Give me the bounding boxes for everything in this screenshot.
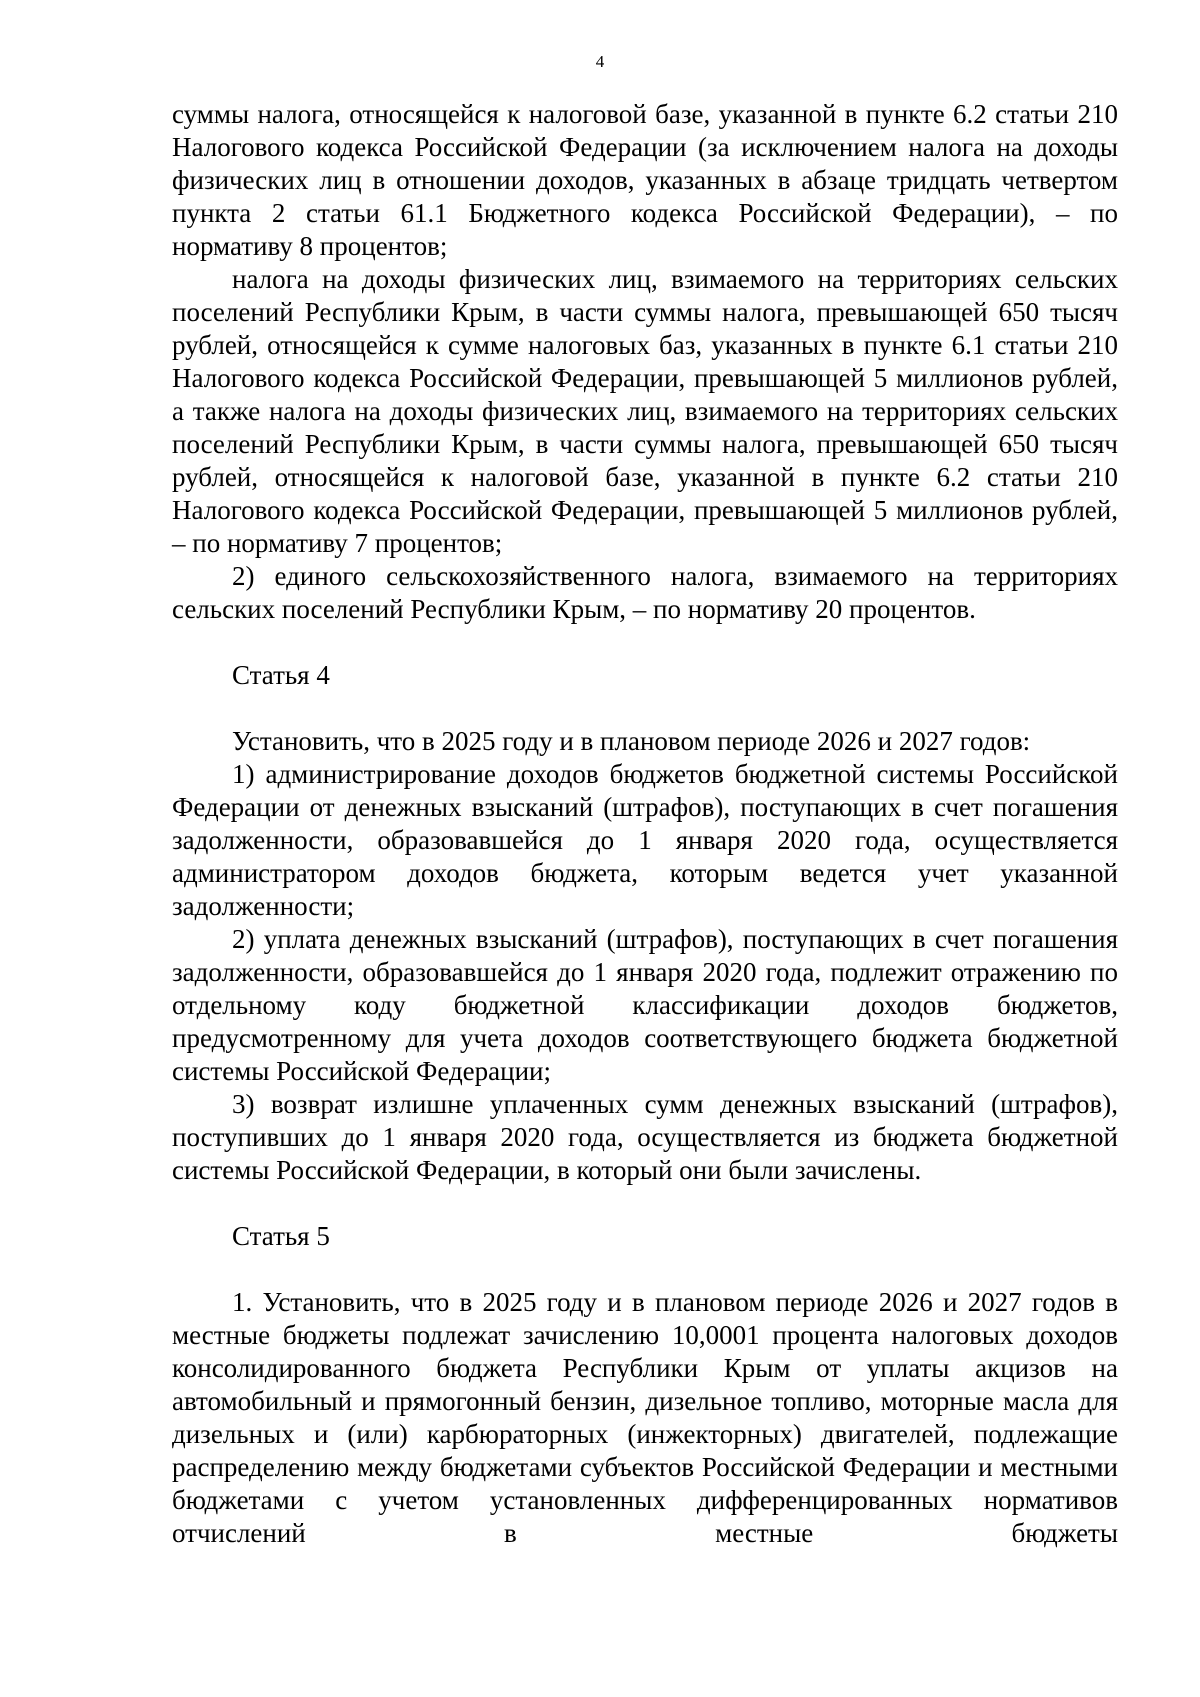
article-5-item-1: 1. Установить, что в 2025 году и в плановом периоде 2026 и 2027 годов в местные бюджеты подлежат зачислению 10,0001 процента налоговых доходов консолидированного бюджета Республики Крым от уплаты акцизов на автомобильный и прямогонный бензин, дизельное топливо, моторные масла для дизельных и (или) карбюраторных (инжекторных) двигателей, подлежащие распределению между бюджетами субъектов Российской Федерации и местными бюджетами с учетом установленных дифференцированных нормативов отчислений в местные бюджеты: [172, 1287, 1118, 1548]
page-number: 4: [595, 52, 605, 71]
article-4-item-2: 2) уплата денежных взысканий (штрафов), поступающих в счет погашения задолженности, образовавшейся до 1 января 2020 года, подлежит отражению по отдельному коду бюджетной классификации доходов бюджетов, предусмотренному для учета доходов соответствующего бюджета бюджетной системы Российской Федерации;: [172, 924, 1118, 1086]
article-4-item-1: 1) администрирование доходов бюджетов бюджетной системы Российской Федерации от денежных взысканий (штрафов), поступающих в счет погашения задолженности, образовавшейся до 1 января 2020 года, осуществляется администратором доходов бюджета, которым ведется учет указанной задолженности;: [172, 759, 1118, 921]
paragraph-agricultural-tax: 2) единого сельскохозяйственного налога, взимаемого на территориях сельских поселений Республики Крым, – по нормативу 20 процентов.: [172, 561, 1118, 624]
paragraph-continuation: суммы налога, относящейся к налоговой базе, указанной в пункте 6.2 статьи 210 Налогового кодекса Российской Федерации (за исключением налога на доходы физических лиц в отношении доходов, указанных в абзаце тридцать четвертом пункта 2 статьи 61.1 Бюджетного кодекса Российской Федерации), – по нормативу 8 процентов;: [172, 99, 1118, 261]
paragraph-ndfl-rural: налога на доходы физических лиц, взимаемого на территориях сельских поселений Республики Крым, в части суммы налога, превышающей 650 тысяч рублей, относящейся к сумме налоговых баз, указанных в пункте 6.1 статьи 210 Налогового кодекса Российской Федерации, превышающей 5 миллионов рублей, а также налога на доходы физических лиц, взимаемого на территориях сельских поселений Республики Крым, в части суммы налога, превышающей 650 тысяч рублей, относящейся к налоговой базе, указанной в пункте 6.2 статьи 210 Налогового кодекса Российской Федерации, превышающей 5 миллионов рублей, – по нормативу 7 процентов;: [172, 264, 1118, 558]
document-body: [172, 98, 1118, 1550]
article-4-intro: Установить, что в 2025 году и в плановом периоде 2026 и 2027 годов:: [232, 726, 1031, 756]
article-4-heading: Статья 4: [232, 660, 330, 690]
article-5-heading: Статья 5: [232, 1221, 330, 1251]
article-4-item-3: 3) возврат излишне уплаченных сумм денежных взысканий (штрафов), поступивших до 1 января 2020 года, осуществляется из бюджета бюджетной системы Российской Федерации, в который они были зачислены.: [172, 1089, 1118, 1185]
